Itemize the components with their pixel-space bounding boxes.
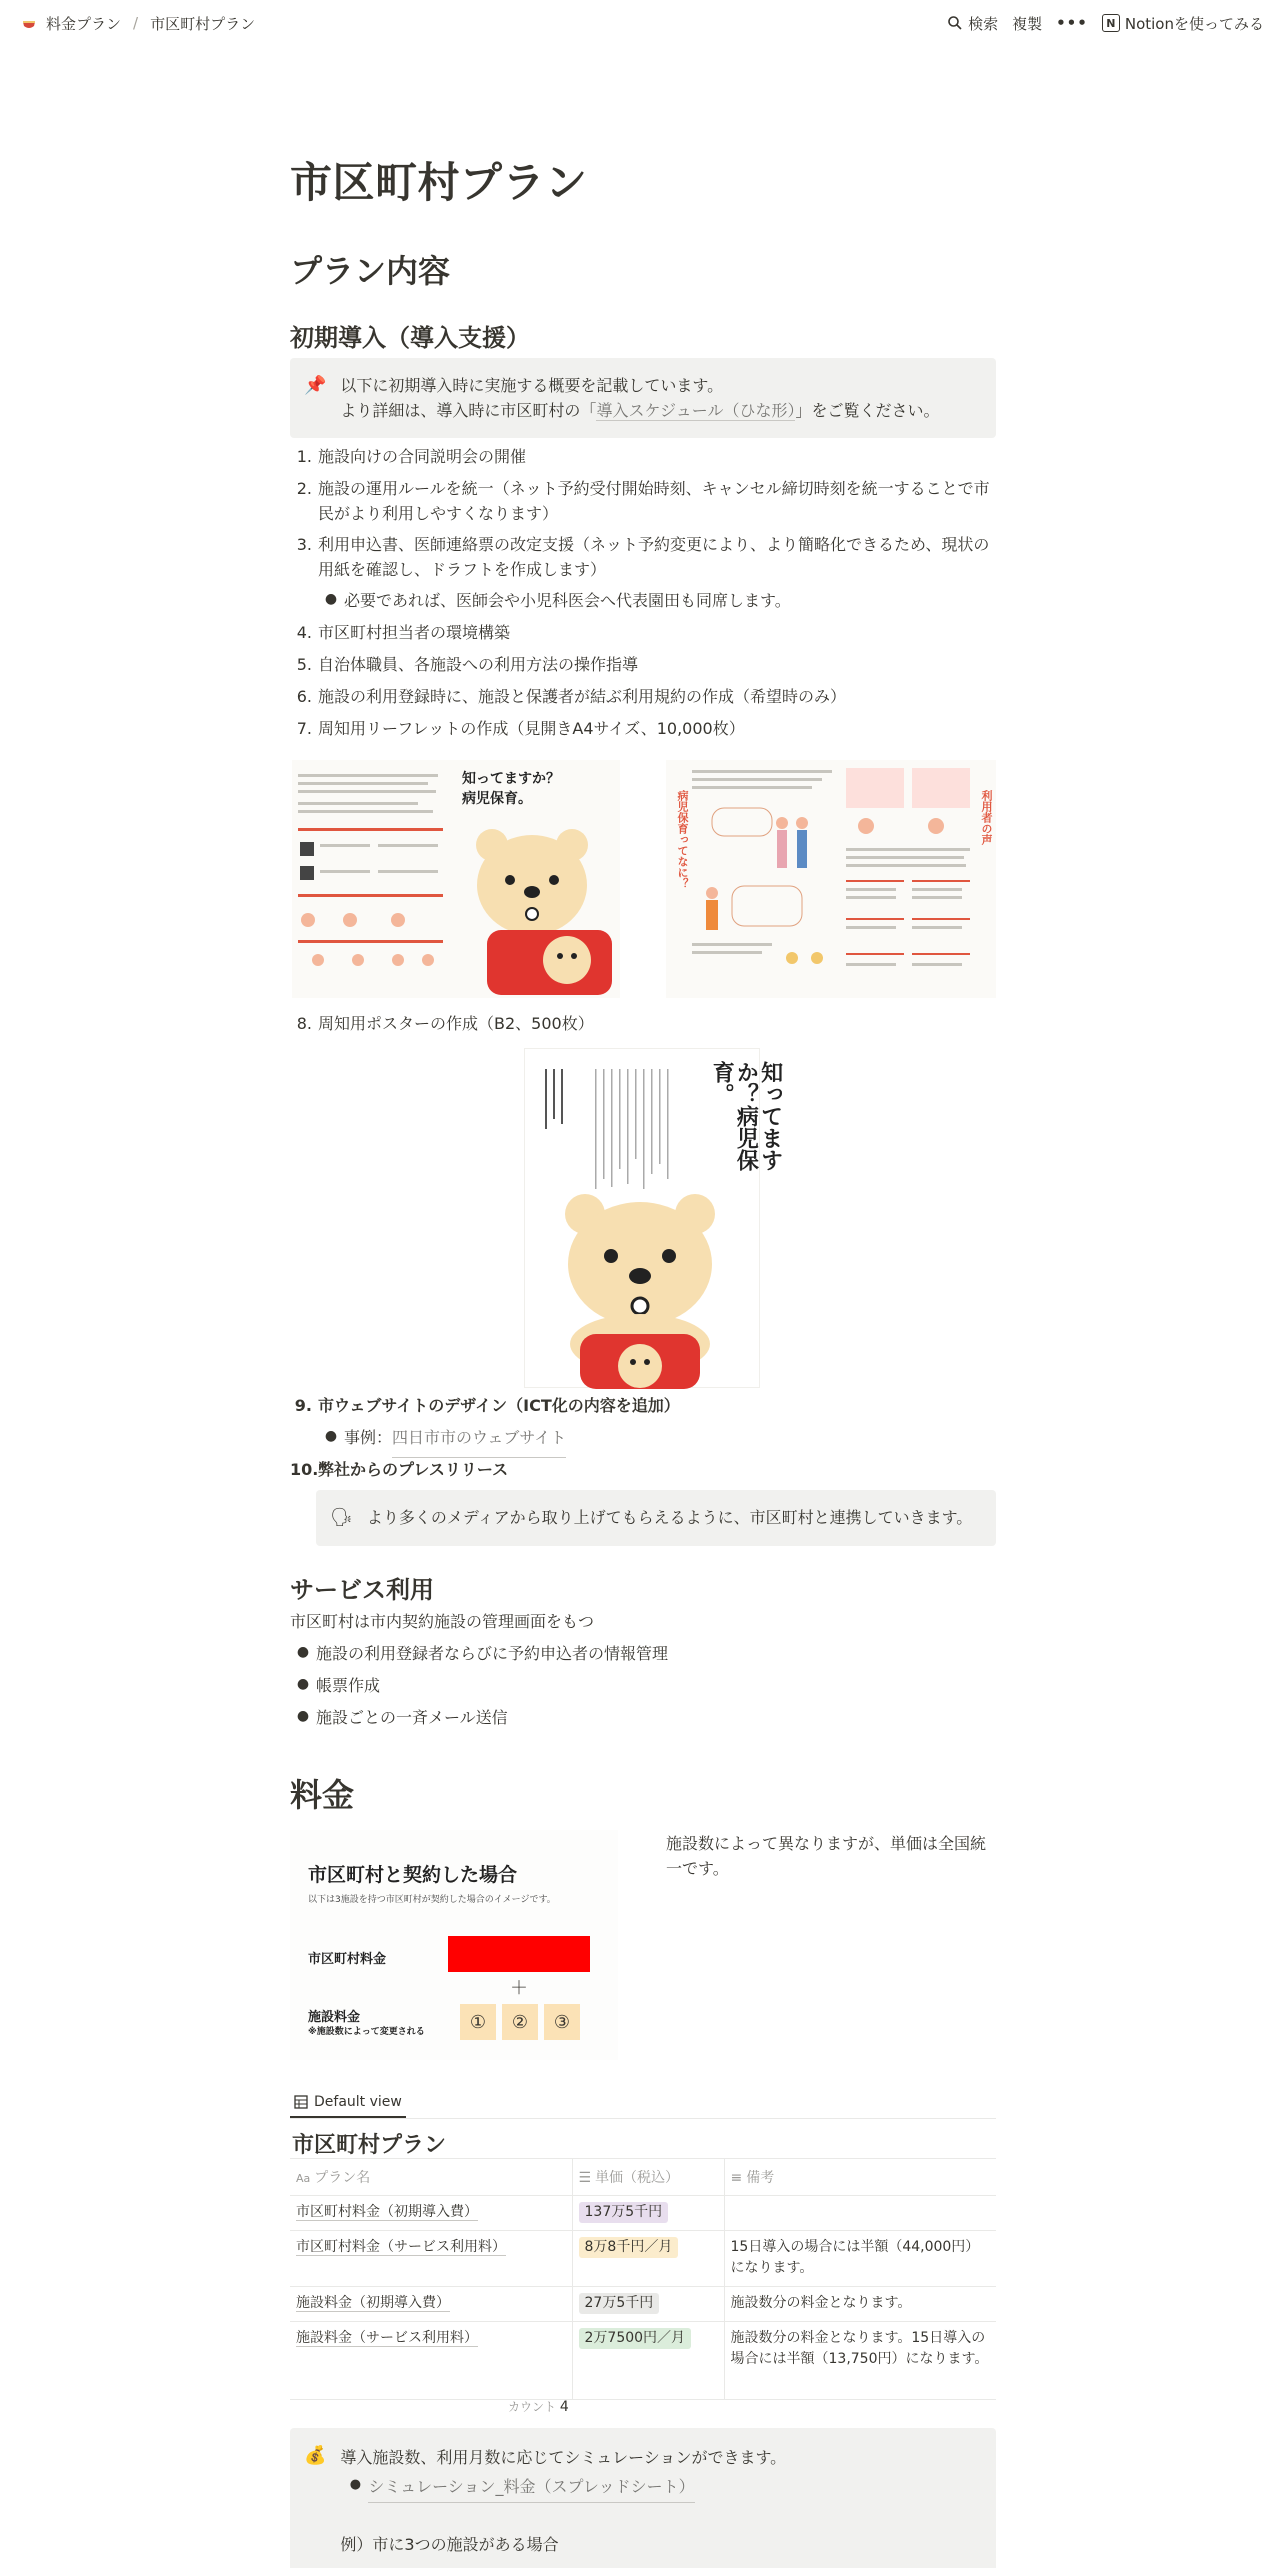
poster-list xyxy=(290,1012,996,1044)
callout-initial-overview xyxy=(290,358,996,438)
list-item: 3. 利用申込書、医師連絡票の改定支援（ネット予約変更により、より簡略化できるため、現状の用紙を確認し、ドラフトを作成します） xyxy=(296,535,990,579)
tab-default-view[interactable] xyxy=(290,2088,406,2118)
breadcrumb xyxy=(20,13,255,34)
list-item: 5. 自治体職員、各施設への利用方法の操作指導 xyxy=(296,655,639,674)
try-notion-button[interactable] xyxy=(1102,13,1264,34)
count-value: 4 xyxy=(559,2399,569,2415)
speaking-head-icon: 🗣 xyxy=(330,1507,353,1528)
callout-line-2-post: 」をご覧ください。 xyxy=(795,400,940,420)
notion-logo-icon: N xyxy=(1102,14,1120,32)
price-tag: 8万8千円／月 xyxy=(579,2237,679,2258)
quokka-mascot-icon xyxy=(462,820,612,995)
tab-default-view-label: Default view xyxy=(314,2094,402,2110)
table-row[interactable] xyxy=(290,2230,996,2286)
bullet-dot: ● xyxy=(324,1428,338,1444)
price-tag: 137万5千円 xyxy=(579,2202,669,2223)
row-note: 施設数分の料金となります。 xyxy=(724,2287,996,2322)
bullet-dot: ● xyxy=(296,1708,310,1724)
callout-media xyxy=(316,1490,996,1546)
poster-image[interactable] xyxy=(524,1048,783,1388)
leaflet-side-title: 病児保育ってなに？ xyxy=(676,790,689,889)
callout-simulation xyxy=(290,2428,996,2568)
web-press-list xyxy=(290,1394,996,1490)
callout-media-text: より多くのメディアから取り上げてもらえるように、市区町村と連携していきます。 xyxy=(366,1508,973,1527)
table-icon xyxy=(294,2095,308,2109)
column-header-name[interactable]: Aa プラン名 xyxy=(290,2159,572,2196)
fee-note: 施設数によって異なりますが、単価は全国統一です。 xyxy=(666,1834,987,1878)
more-icon: ••• xyxy=(1056,14,1088,32)
count-label: カウント xyxy=(508,2400,557,2414)
row-name[interactable]: 市区町村料金（サービス利用料） xyxy=(296,2238,506,2255)
row-name[interactable]: 施設料金（初期導入費） xyxy=(296,2295,450,2312)
heading-plan-contents: プラン内容 xyxy=(290,252,451,290)
leaflet-headline-2: 病児保育。 xyxy=(462,790,532,807)
search-label: 検索 xyxy=(968,14,999,33)
text-lines-icon: ≡ xyxy=(730,2170,743,2186)
search-button[interactable] xyxy=(947,13,998,34)
try-notion-label: Notionを使ってみる xyxy=(1124,14,1264,33)
service-intro: 市区町村は市内契約施設の管理画面をもつ xyxy=(290,1612,595,1631)
callout-line-1: 以下に初期導入時に実施する概要を記載しています。 xyxy=(340,376,724,395)
poster-headline: 知ってますか？病児保育。 xyxy=(709,1061,783,1171)
list-item: 8. 周知用ポスターの作成（B2、500枚） xyxy=(296,1014,594,1033)
breadcrumb-item-current[interactable] xyxy=(150,13,255,34)
leaflet-side-right: 利用者の声 xyxy=(980,790,993,845)
list-item: 10. 弊社からのプレスリリース xyxy=(290,1460,509,1479)
heading-initial-setup: 初期導入（導入支援） xyxy=(290,324,530,352)
more-options-button[interactable] xyxy=(1056,14,1088,32)
row-note: 15日導入の場合には半額（44,000円）になります。 xyxy=(724,2230,996,2286)
row-count xyxy=(508,2398,569,2415)
leaflet-inside-image[interactable] xyxy=(666,760,996,998)
facility-box-3: ③ xyxy=(544,2004,580,2040)
text-property-icon: Aa xyxy=(296,2172,311,2185)
ramen-bowl-icon xyxy=(20,14,38,32)
facility-box-2: ② xyxy=(502,2004,538,2040)
row-name[interactable]: 市区町村料金（初期導入費） xyxy=(296,2204,478,2220)
city-fee-bar xyxy=(448,1936,590,1972)
fee-image-title: 市区町村と契約した場合 xyxy=(308,1864,518,1886)
breadcrumb-parent-label: 料金プラン xyxy=(46,14,122,33)
list-property-icon: ☰ xyxy=(578,2170,592,2186)
bullet-dot: ● xyxy=(324,591,338,607)
list-item: 9. 市ウェブサイトのデザイン（ICT化の内容を追加） xyxy=(294,1396,680,1415)
list-item: 4. 市区町村担当者の環境構築 xyxy=(296,623,511,642)
duplicate-button[interactable] xyxy=(1012,13,1042,34)
database-title: 市区町村プラン xyxy=(292,2133,447,2158)
schedule-template-link[interactable]: 導入スケジュール（ひな形） xyxy=(596,400,796,420)
list-item: 7. 周知用リーフレットの作成（見開きA4サイズ、10,000枚） xyxy=(296,719,745,738)
column-header-price[interactable]: ☰ 単価（税込） xyxy=(572,2159,724,2196)
price-tag: 2万7500円／月 xyxy=(579,2328,692,2349)
callout-line-2-pre: より詳細は、導入時に市区町村の「 xyxy=(340,400,597,420)
duplicate-label: 複製 xyxy=(1012,14,1043,33)
poster-quokka-icon xyxy=(545,1184,745,1389)
top-bar xyxy=(0,0,1284,46)
fee-image-subtitle: 以下は3施設を持つ市区町村が契約した場合のイメージです。 xyxy=(308,1895,556,1905)
simulation-spreadsheet-link[interactable]: シミュレーション_料金（スプレッドシート） xyxy=(368,2473,694,2503)
row-note xyxy=(724,2196,996,2231)
fee-structure-image[interactable] xyxy=(290,1830,618,2060)
fee-image-facility-note: ※施設数によって変更される xyxy=(308,2027,425,2037)
breadcrumb-current-label: 市区町村プラン xyxy=(150,14,256,33)
list-subitem: ● 必要であれば、医師会や小児科医会へ代表園田も同席します。 xyxy=(290,589,996,621)
plan-table xyxy=(290,2158,996,2400)
bullet-dot: ● xyxy=(349,2476,362,2492)
bullet-dot: ● xyxy=(296,1676,310,1692)
table-row[interactable] xyxy=(290,2196,996,2231)
bullet-dot: ● xyxy=(296,1644,310,1660)
fee-image-facility-label: 施設料金 xyxy=(308,2010,361,2025)
simulation-text: 導入施設数、利用月数に応じてシミュレーションができます。 xyxy=(340,2448,787,2467)
tab-divider xyxy=(290,2118,996,2119)
list-item: 2. 施設の運用ルールを統一（ネット予約受付開始時刻、キャンセル締切時刻を統一することで市民がより利用しやすくなります） xyxy=(296,479,990,523)
row-name[interactable]: 施設料金（サービス利用料） xyxy=(296,2329,478,2346)
table-row[interactable] xyxy=(290,2321,996,2399)
money-bag-icon: 💰 xyxy=(304,2445,327,2466)
heading-service: サービス利用 xyxy=(290,1576,434,1604)
table-header-row xyxy=(290,2159,996,2196)
search-icon xyxy=(947,15,963,31)
page-title: 市区町村プラン xyxy=(290,158,588,207)
pushpin-icon: 📌 xyxy=(304,375,327,396)
initial-setup-list xyxy=(290,445,996,749)
yokkaichi-website-link[interactable]: 四日市市のウェブサイト xyxy=(392,1426,566,1458)
list-item: ● 帳票作成 xyxy=(290,1674,996,1706)
list-subitem: ● 事例： 四日市市のウェブサイト xyxy=(290,1426,996,1458)
list-item: ● 施設ごとの一斉メール送信 xyxy=(290,1706,996,1738)
leaflet-text-column xyxy=(298,770,448,990)
facility-box-1: ① xyxy=(460,2004,496,2040)
row-note: 施設数分の料金となります。15日導入の場合には半額（13,750円）になります。 xyxy=(724,2321,996,2399)
heading-fee: 料金 xyxy=(290,1776,355,1814)
service-section xyxy=(290,1610,996,1738)
breadcrumb-item-parent[interactable] xyxy=(20,13,121,34)
column-header-note[interactable]: ≡ 備考 xyxy=(724,2159,996,2196)
table-row[interactable] xyxy=(290,2287,996,2322)
breadcrumb-separator: / xyxy=(133,14,139,32)
fee-image-city-label: 市区町村料金 xyxy=(308,1952,387,1967)
list-item: 6. 施設の利用登録時に、施設と保護者が結ぶ利用規約の作成（希望時のみ） xyxy=(296,687,847,706)
fee-image-plus: ＋ xyxy=(510,1978,528,1999)
simulation-example: 例）市に3つの施設がある場合 xyxy=(340,2534,559,2554)
leaflet-front-image[interactable] xyxy=(292,760,620,998)
price-tag: 27万5千円 xyxy=(579,2293,660,2314)
leaflet-headline-1: 知ってますか？ xyxy=(462,771,560,787)
list-item: 1. 施設向けの合同説明会の開催 xyxy=(296,447,527,466)
list-item: ● 施設の利用登録者ならびに予約申込者の情報管理 xyxy=(290,1642,996,1674)
